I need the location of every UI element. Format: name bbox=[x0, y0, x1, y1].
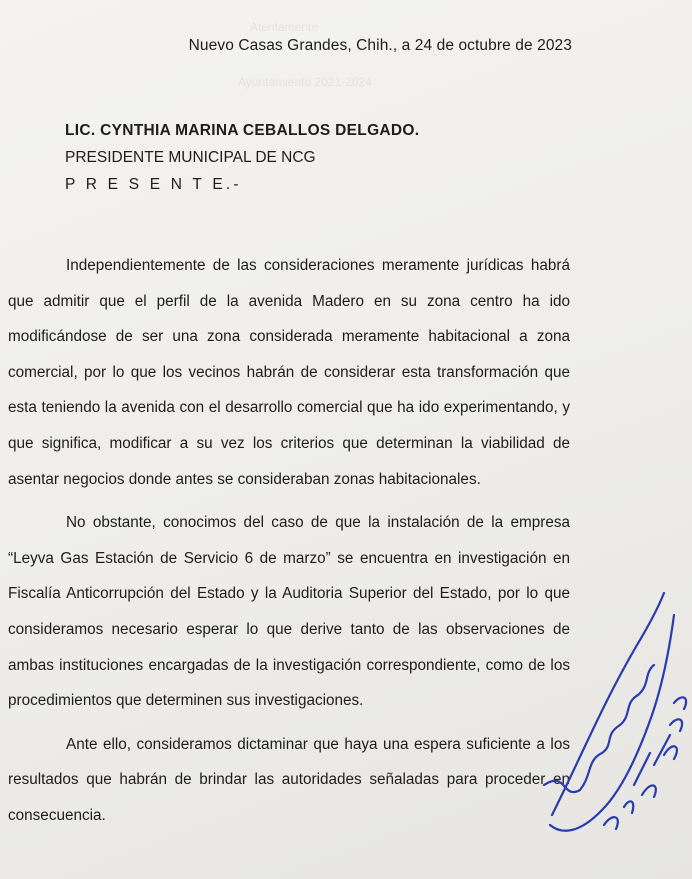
recipient-title: PRESIDENTE MUNICIPAL DE NCG bbox=[65, 149, 316, 166]
paragraph-2: No obstante, conocimos del caso de que la instalación de la empresa “Leyva Gas Estación de Servicio 6 de marzo” se encuentra en investigación en Fiscalía Anticorrupción del Estado y la Auditoria Superior del Estado, por lo que consideramos necesario esperar lo que derive tanto de las observaciones de ambas instituciones encargadas de la investigación correspondiente, como de los procedimientos que determinen sus investigaciones. bbox=[8, 514, 570, 710]
salutation: P R E S E N T E.- bbox=[65, 176, 242, 193]
letter-body bbox=[8, 248, 570, 834]
handwritten-signature-and-date bbox=[542, 585, 692, 845]
paragraph-1: Independientemente de las consideraciones meramente jurídicas habrá que admitir que el perfil de la avenida Madero en su zona centro ha ido modificándose de ser una zona considerada meramente habitacional a zona comercial, por lo que los vecinos habrán de considerar esta transformación que esta teniendo la avenida con el desarrollo comercial que ha ido experimentando, y que significa, modificar a su vez los criterios que determinan la viabilidad de asentar negocios donde antes se consideraban zonas habitacionales. bbox=[8, 257, 570, 488]
bleed-through-text: Ayuntamiento 2021-2024 bbox=[238, 75, 372, 89]
bleed-through-text: Atentamente bbox=[250, 20, 319, 34]
addressee-block bbox=[65, 117, 419, 198]
paragraph-3: Ante ello, consideramos dictaminar que haya una espera suficiente a los resultados que habrán de brindar las autoridades señaladas para proceder en consecuencia. bbox=[8, 735, 570, 824]
recipient-name: LIC. CYNTHIA MARINA CEBALLOS DELGADO. bbox=[65, 122, 420, 139]
place-and-date: Nuevo Casas Grandes, Chih., a 24 de octubre de 2023 bbox=[188, 37, 572, 54]
